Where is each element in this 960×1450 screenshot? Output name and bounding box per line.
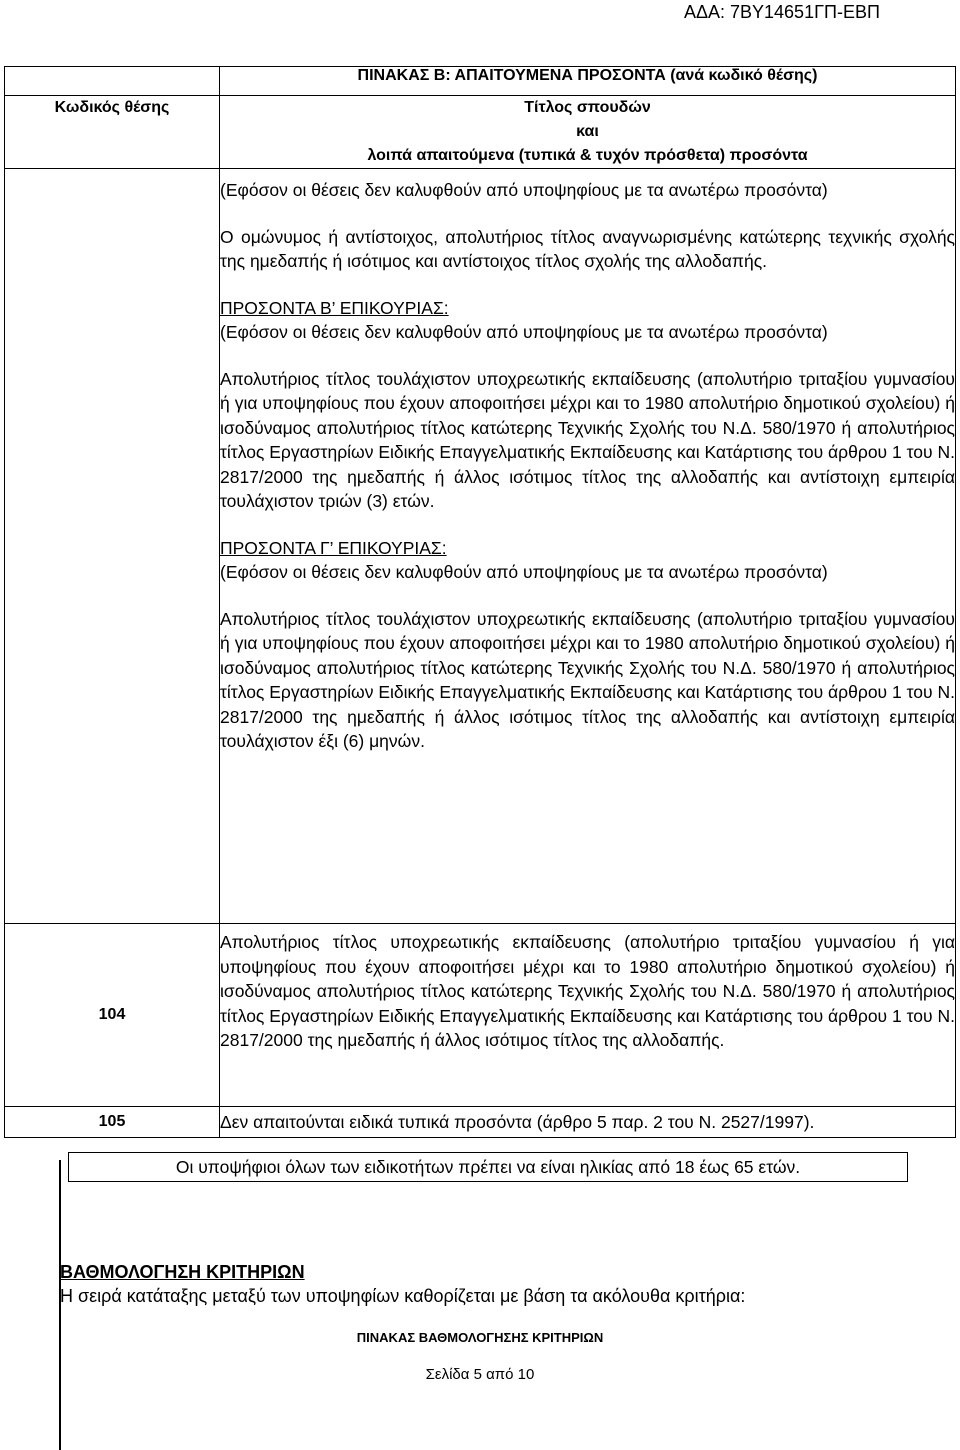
qualification-text: Απολυτήριος τίτλος τουλάχιστον υποχρεωτικής εκπαίδευσης (απολυτήριο τριταξίου γυμνασίου ή για υποψηφίους που έχουν αποφοιτήσει μέχρι και το 1980 απολυτήριο δημοτικού σχολείου) ή ισοδύναμος απολυτήριος τίτλος κατώτερης Τεχνικής Σχολής του Ν.Δ. 580/1970 ή απολυτήριος τίτλος Εργαστηρίων Ειδικής Επαγγελματικής Εκπαίδευσης και Κατάρτισης του άρθρου 1 του Ν. 2817/2000 της ημεδαπής ή άλλος ισότιμος τίτλος της αλλοδαπής και αντίστοιχη εμπειρία τουλάχιστον τριών (3) ετών. bbox=[220, 368, 955, 511]
qualifications-header-line3: λοιπά απαιτούμενα (τυπικά & τυχόν πρόσθετα) προσόντα bbox=[367, 147, 808, 164]
section-heading-c: ΠΡΟΣΟΝΤΑ Γ’ ΕΠΙΚΟΥΡΙΑΣ: bbox=[220, 537, 447, 558]
qualification-text: Απολυτήριος τίτλος υποχρεωτικής εκπαίδευσης (απολυτήριο τριταξίου γυμνασίου ή για υποψηφίους που έχουν αποφοιτήσει μέχρι και το 1980 απολυτήριο δημοτικού σχολείου) ή ισοδύναμος απολυτήριος τίτλος κατώτερης Τεχνικής Σχολής του Ν.Δ. 580/1970 ή απολυτήριος τίτλος Εργαστηρίων Ειδικής Επαγγελματικής Εκπαίδευσης και Κατάρτισης του άρθρου 1 του Ν. 2817/2000 της ημεδαπής ή άλλος ισότιμος τίτλος της αλλοδαπής. bbox=[220, 932, 955, 1050]
qualifications-cell-105: Δεν απαιτούνται ειδικά τυπικά προσόντα (άρθρο 5 παρ. 2 του Ν. 2527/1997). bbox=[220, 1107, 956, 1138]
qualification-text: Ο ομώνυμος ή αντίστοιχος, απολυτήριος τίτλος αναγνωρισμένης κατώτερης τεχνικής σχολής της ημεδαπής ή ισότιμος και αντίστοιχος τίτλος σχολής της αλλοδαπής. bbox=[220, 226, 955, 271]
position-code-105: 105 bbox=[5, 1107, 220, 1138]
ada-code: ΑΔΑ: 7ΒΥ14651ΓΠ-ΕΒΠ bbox=[683, 2, 880, 22]
condition-text: (Εφόσον οι θέσεις δεν καλυφθούν από υποψηφίους με τα ανωτέρω προσόντα) bbox=[220, 562, 828, 582]
condition-text: (Εφόσον οι θέσεις δεν καλυφθούν από υποψηφίους με τα ανωτέρω προσόντα) bbox=[220, 180, 828, 200]
age-notice: Οι υποψήφιοι όλων των ειδικοτήτων πρέπει να είναι ηλικίας από 18 έως 65 ετών. bbox=[68, 1152, 908, 1182]
table-title-row bbox=[5, 67, 956, 96]
criteria-title: ΒΑΘΜΟΛΟΓΗΣΗ ΚΡΙΤΗΡΙΩΝ bbox=[60, 1262, 305, 1282]
qualifications-header bbox=[220, 96, 956, 169]
table-row bbox=[5, 1107, 956, 1138]
table-row bbox=[5, 169, 956, 924]
criteria-text: Η σειρά κατάταξης μεταξύ των υποψηφίων καθορίζεται με βάση τα ακόλουθα κριτήρια: bbox=[60, 1286, 746, 1306]
qualifications-header-line2: και bbox=[576, 123, 599, 140]
qualifications-cell bbox=[220, 169, 956, 924]
condition-text: (Εφόσον οι θέσεις δεν καλυφθούν από υποψηφίους με τα ανωτέρω προσόντα) bbox=[220, 322, 828, 342]
table-row bbox=[5, 924, 956, 1107]
table-header-row bbox=[5, 96, 956, 169]
criteria-table-title: ΠΙΝΑΚΑΣ ΒΑΘΜΟΛΟΓΗΣΗΣ ΚΡΙΤΗΡΙΩΝ bbox=[356, 1330, 604, 1345]
qualification-text: Απολυτήριος τίτλος τουλάχιστον υποχρεωτικής εκπαίδευσης (απολυτήριο τριταξίου γυμνασίου ή για υποψηφίους που έχουν αποφοιτήσει μέχρι και το 1980 απολυτήριο δημοτικού σχολείου) ή ισοδύναμος απολυτήριος τίτλος κατώτερης Τεχνικής Σχολής του Ν.Δ. 580/1970 ή απολυτήριος τίτλος Εργαστηρίων Ειδικής Επαγγελματικής Εκπαίδευσης και Κατάρτισης του άρθρου 1 του Ν. 2817/2000 της ημεδαπής ή άλλος ισότιμος τίτλος της αλλοδαπής και αντίστοιχη εμπειρία τουλάχιστον έξι (6) μηνών. bbox=[220, 608, 955, 751]
qualifications-cell-104 bbox=[220, 924, 956, 1107]
position-code-104: 104 bbox=[5, 924, 220, 1107]
section-heading-b: ΠΡΟΣΟΝΤΑ Β’ ΕΠΙΚΟΥΡΙΑΣ: bbox=[220, 297, 449, 318]
position-code-header: Κωδικός θέσης bbox=[5, 96, 220, 169]
page-number: Σελίδα 5 από 10 bbox=[425, 1366, 535, 1383]
qualifications-header-line1: Τίτλος σπουδών bbox=[524, 99, 651, 116]
table-title: ΠΙΝΑΚΑΣ Β: ΑΠΑΙΤΟΥΜΕΝΑ ΠΡΟΣΟΝΤΑ (ανά κωδικό θέσης) bbox=[220, 67, 956, 96]
requirements-table bbox=[4, 66, 956, 1138]
